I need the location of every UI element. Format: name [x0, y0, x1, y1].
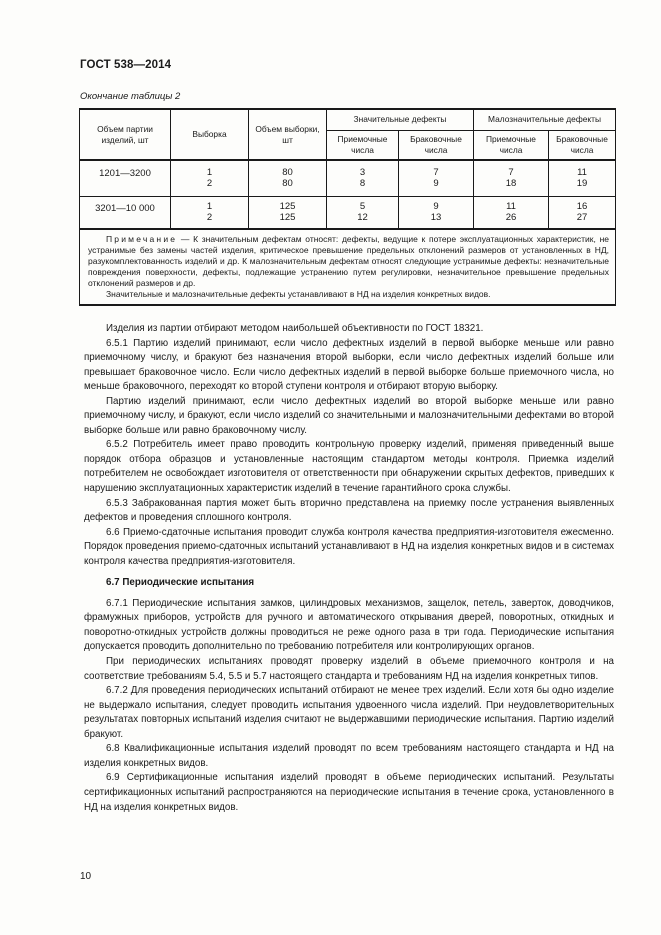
- cell-sample: 1 2: [171, 196, 249, 229]
- table-row: [80, 196, 616, 229]
- cell-min-acc: 7 18: [474, 160, 549, 196]
- table-row: [80, 160, 616, 196]
- cell-party: 1201—3200: [80, 160, 171, 196]
- header-sig-rejection: Браковочные числа: [399, 130, 474, 160]
- paragraph: 6.5.1 Партию изделий принимают, если число дефектных изделий в первой выборке меньше или равно приемочному числу, и бракуют без назначения второй выборки, если число дефектных изделий больше или превышает браковочное число. Если число дефектных изделий в первой выборке больше приемочного числа, но меньше браковочного, переходят ко второй ступени контроля и отбирают вторую выборку.: [84, 337, 614, 393]
- paragraph: 6.6 Приемо-сдаточные испытания проводит служба контроля качества предприятия-изготовителя ежесменно. Порядок проведения приемо-сдаточных испытаний устанавливают в НД на изделия конкретных видов и в системах контроля качества предприятия-изготовителя.: [84, 526, 614, 567]
- page-number: 10: [80, 871, 92, 882]
- cell-sig-rej: 9 13: [399, 196, 474, 229]
- paragraph: 6.7.1 Периодические испытания замков, цилиндровых механизмов, защелок, петель, заверток, доводчиков, фрамужных приборов, устройств для ручного и автоматического открывания дверей, поворотных, откидных и поворотно-откидных устройств должны проводиться не реже одного раза в три года. Периодические испытания допускается проводить дополнительно по требованию потребителя или контролирующих органов.: [84, 597, 614, 653]
- paragraph: 6.7.2 Для проведения периодических испытаний отбирают не менее трех изделий. Если хотя бы одно изделие не выдержало испытания, следует проводить испытания удвоенного числа изделий. При неудовлетворительных результатах повторных испытаний изделия считают не выдержавшими периодические испытания. Партию изделий бракуют.: [84, 685, 614, 740]
- cell-volume: 125 125: [249, 196, 327, 229]
- document-header: ГОСТ 538—2014: [80, 59, 172, 71]
- header-party: Объем партии изделий, шт: [80, 109, 171, 160]
- cell-sample: 1 2: [171, 160, 249, 196]
- defects-table: [79, 108, 616, 306]
- table-caption: Окончание таблицы 2: [80, 91, 181, 102]
- header-min-rejection: Браковочные числа: [549, 130, 616, 160]
- header-min-acceptance: Приемочные числа: [474, 130, 549, 160]
- cell-min-acc: 11 26: [474, 196, 549, 229]
- note-text: — К значительным дефектам относят: дефекты, ведущие к потере эксплуатационных характеристик, не устранимые без замены частей изделия, критическое превышение предельных отклонений размеров от установленных в НД, разукомплектованность изделий и др. К малозначительным дефектам относят следующие устранимые дефекты: незначительные повреждения поверхности, дефекты, подлежащие устранению путем регулировки, незначительное превышение предельных отклонений размеров и др.: [88, 234, 609, 288]
- header-significant: Значительные дефекты: [327, 109, 474, 130]
- body-text: [84, 322, 614, 815]
- note-label: Примечание: [106, 234, 178, 244]
- cell-min-rej: 11 19: [549, 160, 616, 196]
- cell-sig-rej: 7 9: [399, 160, 474, 196]
- cell-sig-acc: 5 12: [327, 196, 399, 229]
- paragraph: 6.9 Сертификационные испытания изделий проводят в объеме периодических испытаний. Результаты сертификационных испытаний распространяются на периодические испытания в течение срока, установленного в НД на изделия конкретных видов.: [84, 772, 614, 813]
- header-sample: Выборка: [171, 109, 249, 160]
- cell-sig-acc: 3 8: [327, 160, 399, 196]
- paragraph: 6.5.2 Потребитель имеет право проводить контрольную проверку изделий, применяя приведенный выше порядок отбора образцов и установленные настоящим стандартом методы контроля. Приемка изделий потребителем не освобождает изготовителя от ответственности при обнаружении скрытых дефектов, приведших к нарушению эксплуатационных характеристик изделий в течение гарантийного срока службы.: [84, 439, 614, 495]
- paragraph: 6.8 Квалификационные испытания изделий проводят по всем требованиям настоящего стандарта и НД на изделия конкретных видов.: [84, 743, 614, 769]
- paragraph: При периодических испытаниях проводят проверку изделий в объеме приемочного контроля и на соответствие требованиям 5.4, 5.5 и 5.7 настоящего стандарта и требованиям НД на изделия конкретных типов.: [84, 656, 614, 682]
- paragraph: 6.5.3 Забракованная партия может быть вторично представлена на приемку после устранения выявленных дефектов и проведения сплошного контроля.: [84, 497, 614, 524]
- note-text-2: Значительные и малозначительные дефекты устанавливают в НД на изделия конкретных видов.: [106, 289, 491, 299]
- cell-party: 3201—10 000: [80, 196, 171, 229]
- header-minor: Малозначительные дефекты: [474, 109, 616, 130]
- cell-min-rej: 16 27: [549, 196, 616, 229]
- paragraph: Изделия из партии отбирают методом наибольшей объективности по ГОСТ 18321.: [106, 323, 484, 334]
- paragraph: Партию изделий принимают, если число дефектных изделий во второй выборке меньше или равно приемочному числу, и бракуют, если число изделий со значительными и малозначительными дефектами во второй выборке больше или равно браковочному числу.: [84, 395, 614, 436]
- header-sig-acceptance: Приемочные числа: [327, 130, 399, 160]
- header-volume: Объем выборки, шт: [249, 109, 327, 160]
- cell-volume: 80 80: [249, 160, 327, 196]
- table-note: [80, 229, 616, 305]
- section-heading: 6.7 Периодические испытания: [106, 577, 255, 589]
